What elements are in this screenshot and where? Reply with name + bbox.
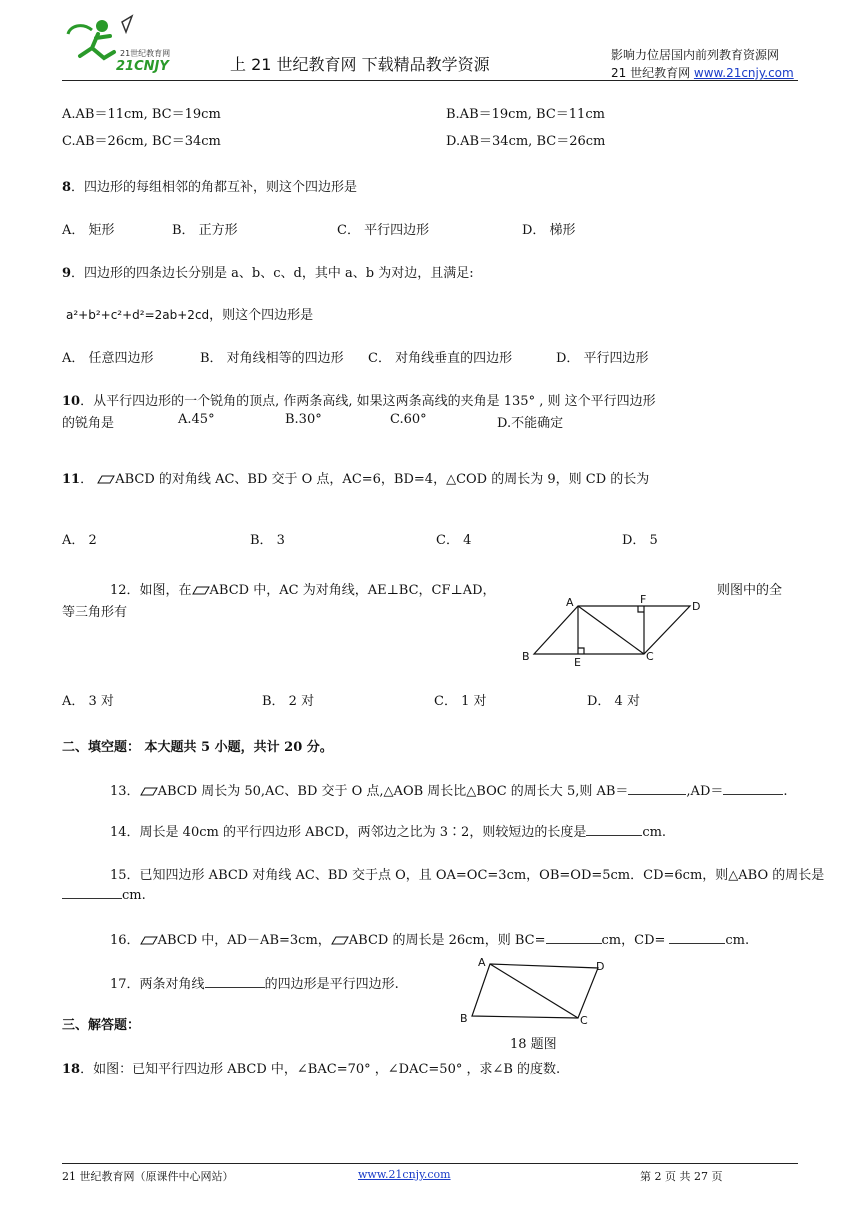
q10-text: ．从平行四边形的一个锐角的顶点, 作两条高线, 如果这两条高线的夹角是 135° , 则 这个平行四边形 — [80, 394, 656, 409]
q12-text: ABCD 中，AC 为对角线，AE⊥BC，CF⊥AD， — [209, 583, 496, 598]
q16-text2: ABCD 的周长是 26cm，则 BC= — [348, 933, 546, 948]
q18-label-a: A — [478, 956, 486, 969]
q16-blank-bc[interactable] — [546, 931, 602, 944]
q7-option-c: C.AB＝26cm, BC＝34cm — [62, 134, 221, 149]
footer-link[interactable]: www.21cnjy.com — [358, 1168, 451, 1181]
header-slogan: 影响力位居国内前列教育资源网 — [611, 48, 780, 62]
logo-text-top: 21世纪教育网 — [120, 49, 171, 58]
q13-stem: 13． ABCD 周长为 50,AC、BD 交于 O 点,△AOB 周长比△BOC 的周长大 5,则 AB＝ ,AD＝ . — [110, 784, 788, 799]
q9-formula-tail: ，则这个四边形是 — [209, 308, 314, 323]
q9-option-c: C． 对角线垂直的四边形 — [368, 351, 513, 366]
q12-right-text: 则图中的全 — [717, 583, 783, 598]
q16-text1: ABCD 中，AD－AB=3cm， — [157, 933, 331, 948]
q12-option-a: A． 3 对 — [62, 694, 114, 709]
q9-option-a: A． 任意四边形 — [62, 351, 154, 366]
q13-blank-ab[interactable] — [628, 782, 686, 795]
q12-label-f: F — [640, 593, 647, 606]
q8-option-c: C． 平行四边形 — [337, 223, 430, 238]
q16-number: 16 — [110, 933, 127, 948]
q14-blank[interactable] — [586, 823, 642, 836]
q12-right-angle-f — [638, 606, 644, 612]
footer-divider — [62, 1163, 798, 1164]
header-site-link[interactable]: www.21cnjy.com — [693, 66, 794, 80]
q17-blank[interactable] — [205, 975, 265, 988]
q9-option-d: D． 平行四边形 — [556, 351, 649, 366]
q11-text: ABCD 的对角线 AC、BD 交于 O 点，AC=6，BD=4，△COD 的周长为 9，则 CD 的长为 — [115, 472, 650, 487]
q15-number: 15 — [110, 868, 127, 883]
q7-option-d: D.AB＝34cm, BC＝26cm — [446, 134, 606, 149]
q15-blank[interactable] — [62, 886, 122, 899]
q12-option-d: D． 4 对 — [587, 694, 640, 709]
q9-option-b: B． 对角线相等的四边形 — [200, 351, 344, 366]
q16-end: cm. — [725, 933, 750, 948]
q8-number: 8 — [62, 180, 72, 195]
q12-label-d: D — [692, 600, 701, 613]
parallelogram-icon — [331, 936, 349, 945]
q14-text: ．周长是 40cm 的平行四边形 ABCD，两邻边之比为 3∶2，则较短边的长度是 — [126, 825, 587, 840]
q9-stem — [62, 262, 474, 281]
q13-number: 13 — [110, 784, 127, 799]
q11-option-c: C． 4 — [436, 533, 472, 548]
logo-text-bottom: 21CNJY — [116, 59, 169, 74]
q13-text: ABCD 周长为 50,AC、BD 交于 O 点,△AOB 周长比△BOC 的周长大 5,则 AB＝ — [157, 784, 629, 799]
q14-stem — [110, 821, 666, 840]
q10-option-b: B.30° — [285, 412, 322, 427]
q17-number: 17 — [110, 977, 127, 992]
q18-figure-caption: 18 题图 — [510, 1037, 557, 1052]
q11-option-b: B． 3 — [250, 533, 285, 548]
q12-stem — [110, 579, 496, 598]
q15-text: ．已知四边形 ABCD 对角线 AC、BD 交于点 O，且 OA=OC=3cm，OB=OD=5cm．CD=6cm，则△ABO 的周长是 — [126, 868, 825, 883]
q18-diagonal-ac — [490, 964, 578, 1018]
q12-label-c: C — [646, 650, 654, 663]
q16-blank-cd[interactable] — [669, 931, 725, 944]
q12-figure — [516, 592, 706, 668]
q18-label-d: D — [596, 960, 605, 973]
q12-right-angle-e — [578, 648, 584, 654]
q17-text: ．两条对角线 — [126, 977, 205, 992]
q12-option-c: C． 1 对 — [434, 694, 487, 709]
q8-option-a: A． 矩形 — [62, 223, 115, 238]
q12-label-e: E — [574, 656, 581, 668]
header-site — [611, 64, 794, 81]
q15-line2 — [62, 886, 146, 903]
q12-label-a: A — [566, 596, 574, 609]
q17-stem — [110, 973, 399, 992]
q7-option-b: B.AB＝19cm, BC＝11cm — [446, 107, 605, 122]
q13-mid: ,AD＝ — [686, 784, 724, 799]
q10-number: 10 — [62, 394, 81, 409]
parallelogram-icon — [140, 936, 158, 945]
q18-text: ．如图：已知平行四边形 ABCD 中，∠BAC=70° ，∠DAC=50° ，求∠B 的度数. — [80, 1062, 561, 1077]
q10-option-c: C.60° — [390, 412, 427, 427]
q18-figure — [458, 954, 618, 1028]
q16-stem: 16． ABCD 中，AD－AB=3cm， ABCD 的周长是 26cm，则 BC= cm，CD= cm. — [110, 933, 750, 948]
q18-label-c: C — [580, 1014, 588, 1027]
q7-option-a: A.AB＝11cm, BC＝19cm — [62, 107, 221, 122]
q11-number: 11 — [62, 472, 81, 487]
q12-num-text: 12．如图，在 — [110, 583, 192, 598]
q11-option-d: D． 5 — [622, 533, 658, 548]
q14-end: cm. — [642, 825, 667, 840]
q17-end: 的四边形是平行四边形. — [264, 977, 399, 992]
site-logo — [62, 12, 180, 78]
q15-end: cm. — [122, 888, 146, 903]
q12-line2: 等三角形有 — [62, 605, 128, 620]
section-answer-title: 三、解答题： — [62, 1018, 141, 1033]
q12-option-b: B． 2 对 — [262, 694, 315, 709]
parallelogram-icon — [140, 787, 158, 796]
header-title: 上 21 世纪教育网 下载精品教学资源 — [230, 55, 490, 74]
q9-text: ．四边形的四条边长分别是 a、b、c、d，其中 a、b 为对边，且满足: — [71, 266, 474, 281]
q9-number: 9 — [62, 266, 72, 281]
q10-line2: 的锐角是 — [62, 416, 115, 431]
q9-formula-line — [66, 304, 313, 323]
q10-option-d: D.不能确定 — [497, 416, 564, 431]
q10-option-a: A.45° — [178, 412, 215, 427]
header-divider — [62, 80, 798, 81]
q8-stem — [62, 176, 357, 195]
q8-text: ．四边形的每组相邻的角都互补，则这个四边形是 — [71, 180, 358, 195]
parallelogram-icon — [192, 586, 210, 595]
q11-option-a: A． 2 — [62, 533, 97, 548]
q15-line1 — [110, 864, 824, 883]
q13-blank-ad[interactable] — [723, 782, 783, 795]
q8-option-b: B． 正方形 — [172, 223, 238, 238]
header-site-prefix: 21 世纪教育网 — [611, 66, 694, 80]
q8-option-d: D． 梯形 — [522, 223, 576, 238]
q13-end: . — [783, 784, 788, 799]
section-fill-in-title: 二、填空题： 本大题共 5 小题，共计 20 分。 — [62, 740, 333, 755]
footer-page-number: 第 2 页 共 27 页 — [640, 1170, 723, 1183]
q14-number: 14 — [110, 825, 127, 840]
parallelogram-icon — [97, 475, 115, 484]
q12-label-b: B — [522, 650, 530, 663]
q18-label-b: B — [460, 1012, 468, 1025]
q16-mid: cm，CD= — [601, 933, 666, 948]
q18-number: 18 — [62, 1062, 81, 1077]
q18-stem — [62, 1058, 560, 1077]
q11-stem: 11． ABCD 的对角线 AC、BD 交于 O 点，AC=6，BD=4，△COD 的周长为 9，则 CD 的长为 — [62, 472, 650, 487]
footer-left: 21 世纪教育网（原课件中心网站） — [62, 1170, 234, 1183]
q10-line1 — [62, 390, 656, 409]
q12-diagonal-ac — [578, 606, 644, 654]
q9-formula: a²+b²+c²+d²=2ab+2cd — [66, 308, 210, 322]
